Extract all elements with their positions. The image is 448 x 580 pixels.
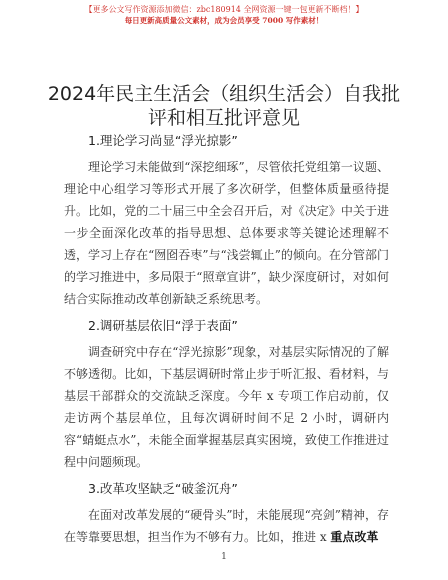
promo-banner-line1: 【更多公文写作资源添加微信：zbc180914 全网资源一键一包更新不断档！】 xyxy=(84,5,364,14)
section-3-paragraph xyxy=(64,504,389,548)
document-title: 2024年民主生活会（组织生活会）自我批评和相互批评意见 xyxy=(47,83,401,129)
section-heading-2: 2.调研基层依旧“浮于表面” xyxy=(88,318,238,333)
promo-banner-line2: 每日更新高质量公文素材，成为会员享受 7000 写作素材！ xyxy=(124,16,324,25)
section-heading-3: 3.改革攻坚缺乏“破釜沉舟” xyxy=(88,481,238,496)
section-2-paragraph: 调查研究中存在“浮光掠影”现象，对基层实际情况的了解不够透彻。比如，下基层调研时常止步于听汇报、看材料，与基层干部群众的交流缺乏深度。今年 x 专项工作启动前，仅走访两个基层单位，且每次调研时间不足 2 小时，调研内容“蜻蜓点水”，未能全面掌握基层真实困境，致使工作推进过程中问题频现。 xyxy=(64,345,389,469)
section-3-bold-text: 重点改革 xyxy=(330,530,379,544)
section-1-paragraph: 理论学习未能做到“深挖细琢”，尽管依托党组第一议题、理论中心组学习等形式开展了多次研学，但整体质量亟待提升。比如，党的二十届三中全会召开后，对《决定》中关于进一步全面深化改革的指导思想、总体要求等关键论述理解不透，学习上存在“囫囵吞枣”与“浅尝辄止”的倾向。在分管部门的学习推进中，多局限于“照章宣讲”，缺少深度研讨，对如何结合实际推动改革创新缺乏系统思考。 xyxy=(64,160,389,306)
section-3-text: 在面对改革发展的“硬骨头”时，未能展现“亮剑”精神，存在等靠要思想，担当作为不够有力。比如，推进 x xyxy=(64,508,389,544)
document-body xyxy=(64,131,389,554)
section-heading-1: 1.理论学习尚显“浮光掠影” xyxy=(88,133,238,148)
page-number: 1 xyxy=(221,552,227,562)
promo-banner xyxy=(0,4,448,26)
